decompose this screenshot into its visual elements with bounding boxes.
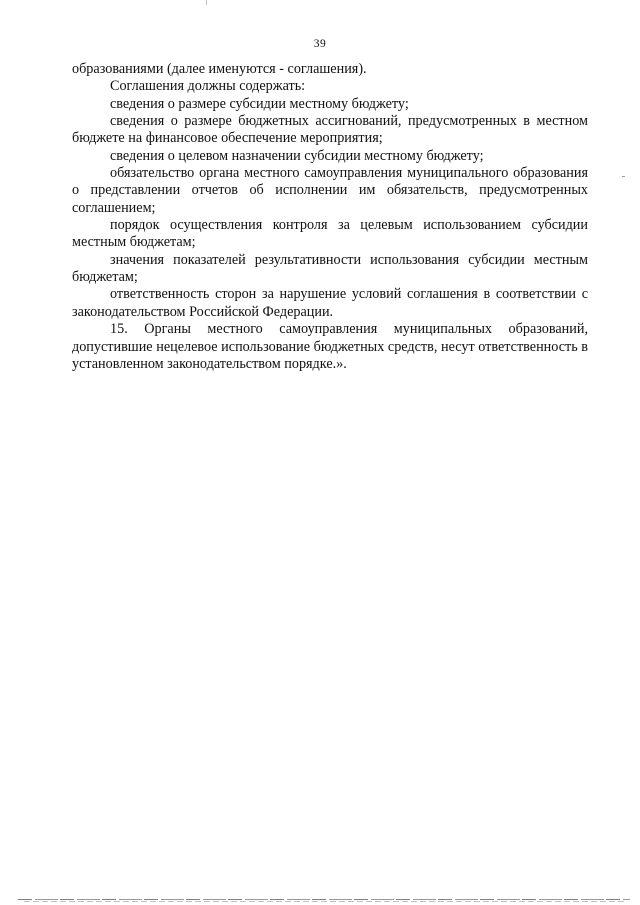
- scan-artifact-right: [622, 176, 625, 177]
- scan-edge-bottom: [18, 899, 630, 900]
- paragraph: образованиями (далее именуются - соглашения).: [72, 61, 367, 77]
- paragraph: обязательство органа местного самоуправления муниципального образования о представлении отчетов об исполнении им обязательств, предусмотренных соглашением;: [72, 165, 588, 216]
- scan-artifact-top: [206, 0, 207, 5]
- paragraph: сведения о размере субсидии местному бюджету;: [110, 95, 409, 112]
- page-number: 39: [313, 38, 327, 50]
- paragraph: ответственность сторон за нарушение условий соглашения в соответствии с законодательством Российской Федерации.: [72, 286, 588, 320]
- paragraph: сведения о размере бюджетных ассигнований, предусмотренных в местном бюджете на финансовое обеспечение мероприятия;: [72, 113, 588, 147]
- paragraph: порядок осуществления контроля за целевым использованием субсидии местным бюджетам;: [72, 217, 588, 251]
- paragraph: 15. Органы местного самоуправления муниципальных образований, допустившие нецелевое использование бюджетных средств, несут ответственность в установленном законодательством порядке.».: [72, 321, 588, 372]
- paragraph: значения показателей результативности использования субсидии местным бюджетам;: [72, 251, 588, 286]
- paragraph: сведения о целевом назначении субсидии местному бюджету;: [110, 147, 484, 164]
- scan-edge-bottom-secondary: [24, 901, 624, 902]
- paragraph: Соглашения должны содержать:: [110, 78, 306, 95]
- document-body: [72, 61, 588, 373]
